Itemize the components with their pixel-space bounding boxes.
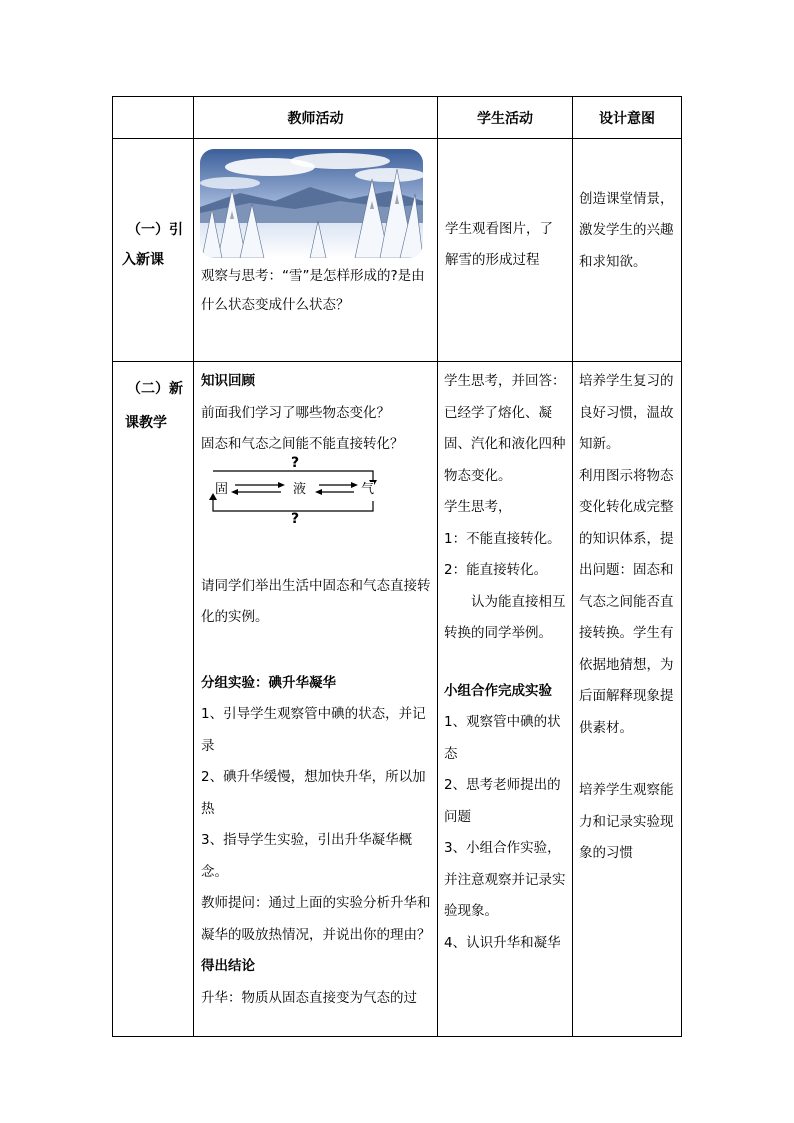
intent-review: 培养学生复习的良好习惯，温故知新。 bbox=[579, 373, 674, 452]
new-lesson-student-cell bbox=[438, 362, 573, 1037]
intro-intent-text: 创造课堂情景，激发学生的兴趣和求知欲。 bbox=[579, 190, 674, 270]
new-lesson-stage-line1: （二）新 bbox=[127, 381, 183, 397]
experiment-step-3: 3、指导学生实验，引出升华凝华概念。 bbox=[201, 832, 413, 880]
student-step-2: 2、思考老师提出的问题 bbox=[444, 777, 561, 825]
student-option-2: 2：能直接转化。 bbox=[444, 562, 548, 578]
intro-intent-cell bbox=[573, 139, 682, 362]
experiment-title: 分组实验：碘升华凝华 bbox=[201, 674, 336, 691]
sublimation-definition: 升华：物质从固态直接变为气态的过 bbox=[201, 989, 417, 1006]
student-step-4: 4、认识升华和凝华 bbox=[444, 934, 561, 951]
review-question-1: 前面我们学习了哪些物态变化？ bbox=[201, 404, 390, 421]
student-think: 学生思考， bbox=[444, 499, 512, 515]
review-title: 知识回顾 bbox=[201, 373, 255, 389]
header-student-activity: 学生活动 bbox=[438, 97, 573, 139]
state-change-diagram bbox=[209, 454, 379, 527]
teacher-question: 教师提问：通过上面的实验分析升华和凝华的吸放热情况，并说出你的理由？ bbox=[201, 895, 431, 943]
experiment-step-2: 2、碘升华缓慢，想加快升华，所以加热 bbox=[201, 769, 426, 817]
snow-landscape-graphic bbox=[200, 149, 423, 258]
header-row bbox=[113, 97, 682, 139]
diagram-solid-label: 固 bbox=[215, 481, 229, 497]
intro-student-text: 学生观看图片，了解雪的形成过程 bbox=[445, 220, 553, 268]
intro-stage-cell bbox=[113, 139, 194, 362]
intent-observation: 培养学生观察能力和记录实验现象的习惯 bbox=[579, 782, 674, 861]
header-teacher-activity: 教师活动 bbox=[194, 97, 438, 139]
lesson-plan-table bbox=[112, 96, 682, 1037]
intro-stage-line2: 入新课 bbox=[122, 252, 164, 268]
examples-prompt: 请同学们举出生活中固态和气态直接转化的实例。 bbox=[201, 577, 431, 625]
intro-teacher-cell bbox=[194, 139, 438, 362]
student-step-3: 3、小组合作实验，并注意观察并记录实验现象。 bbox=[444, 840, 566, 919]
experiment-step-1: 1、引导学生观察管中碘的状态，并记录 bbox=[201, 706, 426, 754]
section-intro-row bbox=[113, 139, 682, 362]
header-design-intent: 设计意图 bbox=[573, 97, 682, 139]
conclusion-title: 得出结论 bbox=[201, 958, 255, 974]
new-lesson-stage-cell bbox=[113, 362, 194, 1037]
new-lesson-intent-cell bbox=[573, 362, 682, 1037]
group-experiment-title: 小组合作完成实验 bbox=[444, 682, 552, 699]
diagram-gas-label: 气 bbox=[361, 481, 375, 497]
intro-teacher-text: 观察与思考：“雪”是怎样形成的?是由什么状态变成什么状态？ bbox=[201, 268, 425, 313]
diagram-question-bottom: ? bbox=[291, 510, 300, 527]
snow-landscape-image bbox=[200, 149, 423, 258]
diagram-question-top: ? bbox=[291, 454, 300, 471]
header-stage bbox=[113, 97, 194, 139]
new-lesson-teacher-cell bbox=[194, 362, 438, 1037]
diagram-liquid-label: 液 bbox=[293, 481, 307, 497]
intro-stage-line1: （一）引 bbox=[127, 222, 183, 238]
review-question-2: 固态和气态之间能不能直接转化？ bbox=[201, 436, 404, 452]
intent-diagram: 利用图示将物态变化转化成完整的知识体系，提出问题：固态和气态之间能否直接转换。学生有依据地猜想，为后面解释现象提供素材。 bbox=[579, 467, 674, 736]
student-answer-1: 学生思考，并回答：已经学了熔化、凝固、汽化和液化四种物态变化。 bbox=[444, 373, 566, 484]
intro-student-cell bbox=[438, 139, 573, 362]
student-examples: 认为能直接相互转换的同学举例。 bbox=[444, 593, 566, 641]
student-option-1: 1：不能直接转化。 bbox=[444, 530, 561, 547]
new-lesson-stage-line2: 课教学 bbox=[125, 415, 167, 431]
section-new-lesson-row bbox=[113, 362, 682, 1037]
student-step-1: 1、观察管中碘的状态 bbox=[444, 714, 561, 762]
